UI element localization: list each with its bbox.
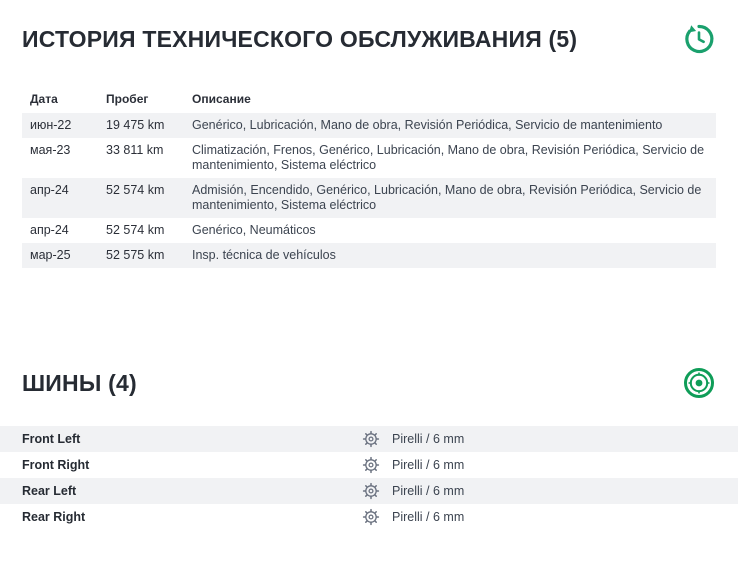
cell-odometer: 33 811 km [106, 143, 164, 157]
table-row [22, 178, 716, 218]
tyre-spec: Pirelli / 6 mm [392, 510, 465, 524]
tyre-spec: Pirelli / 6 mm [392, 484, 465, 498]
list-item [0, 504, 738, 530]
cell-description: Genérico, Lubricación, Mano de obra, Revisión Periódica, Servicio de mantenimiento [184, 113, 716, 138]
maintenance-history-table-wrap [0, 88, 738, 268]
cell-description: Insp. técnica de vehículos [184, 243, 716, 268]
cell-odometer: 52 574 km [98, 178, 184, 218]
tyre-position: Front Right [22, 458, 90, 472]
tyre-tread-icon [362, 508, 380, 526]
maintenance-history-section [0, 0, 738, 268]
cell-odometer: 19 475 km [98, 113, 184, 138]
tyre-icon [682, 366, 716, 400]
table-row [22, 243, 716, 268]
tyres-list [0, 426, 738, 530]
tyre-spec: Pirelli / 6 mm [392, 458, 465, 472]
table-row [22, 113, 716, 138]
cell-description: Admisión, Encendido, Genérico, Lubricación, Mano de obra, Revisión Periódica, Servicio de mantenimiento, Sistema eléctrico [184, 178, 716, 218]
table-head [22, 88, 716, 113]
cell-date: июн-22 [22, 113, 98, 138]
list-item [0, 452, 738, 478]
table-row [22, 138, 716, 178]
maintenance-history-header [0, 22, 738, 56]
tyre-tread-icon [362, 430, 380, 448]
tyre-position: Rear Right [22, 510, 86, 524]
table-body [22, 113, 716, 268]
cell-date: апр-24 [22, 178, 98, 218]
table-header-row [22, 88, 716, 113]
cell-description: Climatización, Frenos, Genérico, Lubricación, Mano de obra, Revisión Periódica, Servicio de mantenimiento, Sistema eléctrico [192, 143, 705, 172]
tyres-section [0, 366, 738, 530]
maintenance-history-table [22, 88, 716, 268]
column-header-date: Дата [30, 92, 58, 106]
column-header-description: Описание [192, 92, 251, 106]
tyre-spec: Pirelli / 6 mm [392, 432, 465, 446]
tyre-position: Front Left [22, 432, 81, 446]
table-row [22, 218, 716, 243]
tyre-position: Rear Left [22, 484, 77, 498]
cell-description: Genérico, Neumáticos [192, 223, 316, 237]
tyres-title: ШИНЫ (4) [22, 369, 137, 396]
cell-date: апр-24 [30, 223, 69, 237]
column-header-odometer: Пробег [106, 92, 149, 106]
cell-date: мая-23 [30, 143, 71, 157]
tyre-tread-icon [362, 482, 380, 500]
tyre-tread-icon [362, 456, 380, 474]
history-clock-icon [682, 22, 716, 56]
cell-date: мар-25 [22, 243, 98, 268]
page-title: ИСТОРИЯ ТЕХНИЧЕСКОГО ОБСЛУЖИВАНИЯ (5) [22, 25, 578, 52]
list-item [0, 478, 738, 504]
list-item [0, 426, 738, 452]
tyres-header [0, 366, 738, 400]
cell-odometer: 52 575 km [98, 243, 184, 268]
cell-odometer: 52 574 km [106, 223, 165, 237]
